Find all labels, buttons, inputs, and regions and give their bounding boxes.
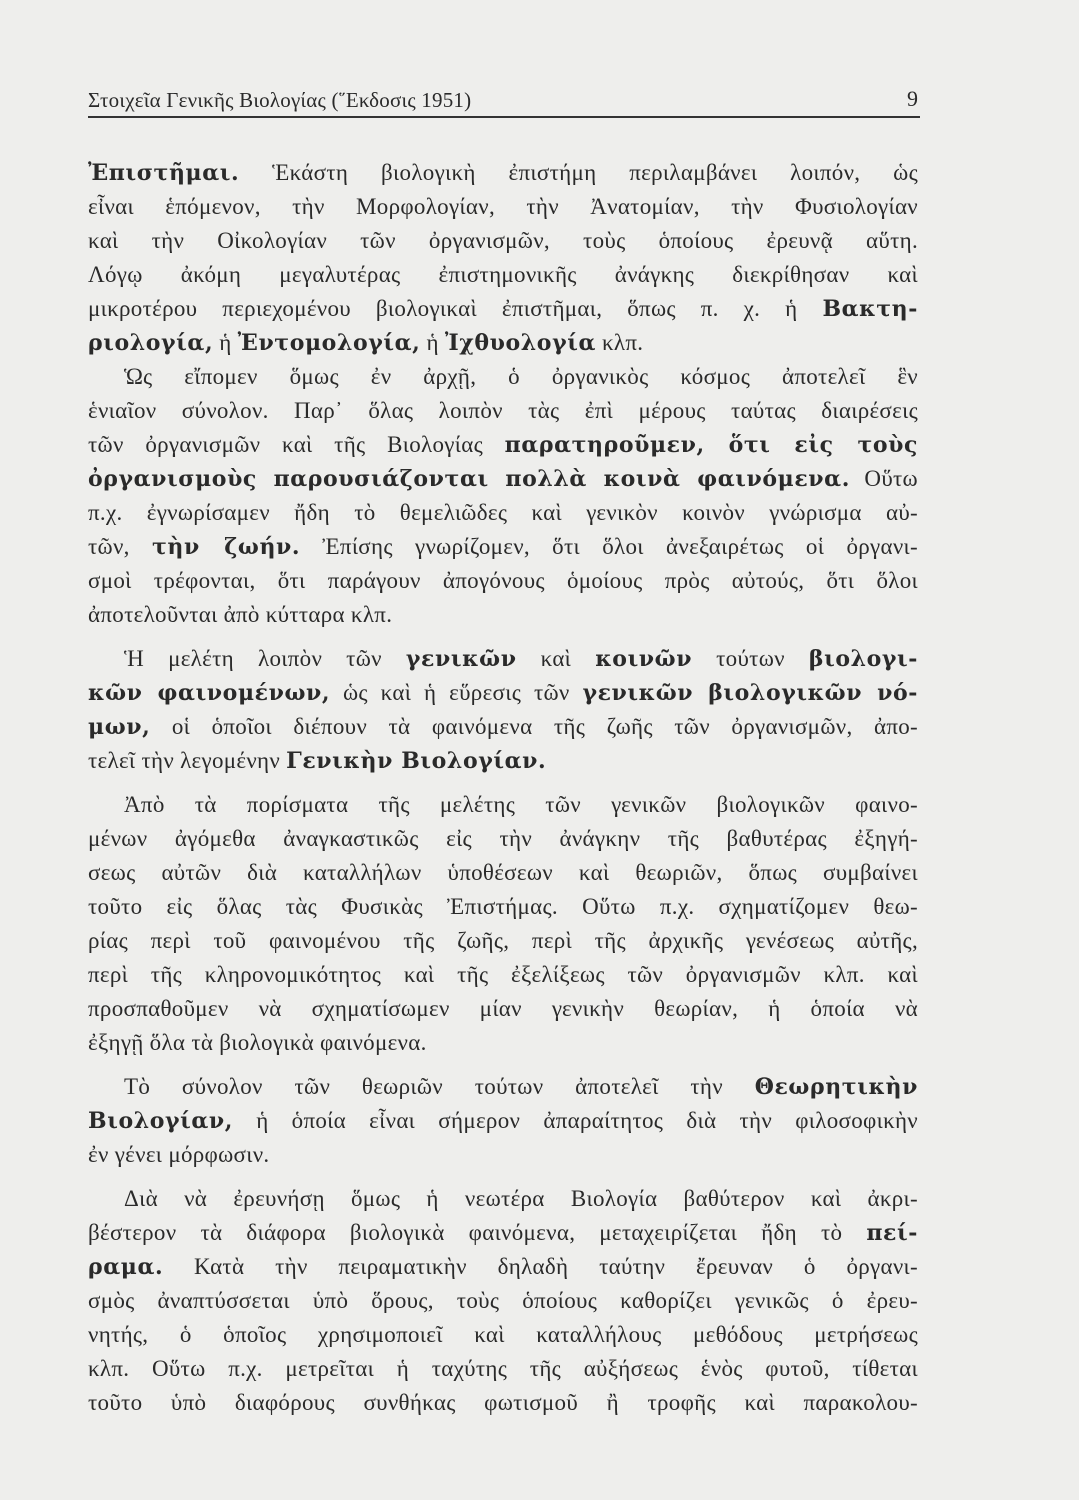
text: ἡ — [213, 330, 238, 355]
text: ἑνιαῖον σύνολον. Παρ᾽ ὅλας λοιπὸν τὰς ἐπὶ μέρους ταύτας διαιρέσεις — [88, 398, 918, 423]
text: Λόγῳ ἀκόμη μεγαλυτέρας ἐπιστημονικῆς ἀνάγκης διεκρίθησαν καὶ — [88, 262, 918, 287]
text: ρίας περὶ τοῦ φαινομένου τῆς ζωῆς, περὶ τῆς ἀρχικῆς γενέσεως αὐτῆς, — [88, 928, 918, 953]
text-line — [88, 224, 918, 258]
bold-text: Ἐπιστῆμαι. — [88, 160, 240, 186]
text: Ἑκάστη βιολογικὴ ἐπιστήμη περιλαμβάνει λοιπόν, ὡς — [239, 160, 918, 185]
text-line — [88, 496, 918, 530]
bold-text: παρατηροῦμεν, ὅτι εἰς τοὺς — [504, 432, 919, 458]
bold-text: βιολογι- — [808, 646, 919, 672]
page-body-text — [88, 156, 918, 1420]
text: νητής, ὁ ὁποῖος χρησιμοποιεῖ καὶ καταλλήλους μεθόδους μετρήσεως — [88, 1322, 918, 1347]
text-line — [88, 1352, 918, 1386]
text: ἐν γένει μόρφωσιν. — [88, 1142, 270, 1167]
text-line — [88, 856, 918, 890]
text: Κατὰ τὴν πειραματικὴν δηλαδὴ ταύτην ἔρευναν ὁ ὀργανι- — [163, 1254, 918, 1279]
bold-text: ὀργανισμοὺς παρουσιάζονται πολλὰ κοινὰ φαινόμενα. — [88, 466, 850, 492]
text-line — [88, 788, 918, 822]
text-line — [88, 1104, 918, 1138]
text: ἡ — [420, 330, 445, 355]
text: βέστερον τὰ διάφορα βιολογικὰ φαινόμενα, μεταχειρίζεται ἤδη τὸ — [88, 1220, 867, 1245]
text-line — [88, 1216, 918, 1250]
text: τῶν ὀργανισμῶν καὶ τῆς Βιολογίας — [88, 432, 505, 457]
text-line — [88, 744, 918, 778]
text-line — [88, 394, 918, 428]
text-line — [88, 710, 918, 744]
text-line — [88, 642, 918, 676]
text-line — [88, 360, 918, 394]
text-line — [88, 890, 918, 924]
text: Ὡς εἴπομεν ὅμως ἐν ἀρχῇ, ὁ ὀργανικὸς κόσμος ἀποτελεῖ ἓν — [124, 364, 918, 389]
text: τελεῖ τὴν λεγομένην — [88, 748, 287, 773]
text: σμοὶ τρέφονται, ὅτι παράγουν ἀπογόνους ὁμοίους πρὸς αὐτούς, ὅτι ὅλοι — [88, 568, 918, 593]
text: τοῦτο ὑπὸ διαφόρους συνθήκας φωτισμοῦ ἢ τροφῆς καὶ παρακολου- — [88, 1390, 918, 1415]
text: ἐξηγῇ ὅλα τὰ βιολογικὰ φαινόμενα. — [88, 1030, 427, 1055]
text: τοῦτο εἰς ὅλας τὰς Φυσικὰς Ἐπιστήμας. Οὕτω π.χ. σχηματίζομεν θεω- — [88, 894, 918, 919]
text-line — [88, 1182, 918, 1216]
text: τούτων — [692, 646, 809, 671]
text: προσπαθοῦμεν νὰ σχηματίσωμεν μίαν γενικὴν θεωρίαν, ἡ ὁποία νὰ — [88, 996, 918, 1021]
text-line — [88, 190, 918, 224]
bold-text: ραμα. — [88, 1254, 164, 1280]
text-line — [88, 1284, 918, 1318]
text-line — [88, 1026, 918, 1060]
bold-text: πεί- — [866, 1220, 918, 1246]
text: κλπ. — [595, 330, 644, 355]
bold-text: μων, — [88, 714, 151, 740]
text: σμὸς ἀναπτύσσεται ὑπὸ ὅρους, τοὺς ὁποίους καθορίζει γενικῶς ὁ ἐρευ- — [88, 1288, 918, 1313]
text: ὡς καὶ ἡ εὕρεσις τῶν — [330, 680, 583, 705]
bold-text: ριολογία, — [88, 330, 214, 356]
text-line — [88, 326, 918, 360]
text: οἱ ὁποῖοι διέπουν τὰ φαινόμενα τῆς ζωῆς τῶν ὀργανισμῶν, ἀπο- — [150, 714, 918, 739]
page-number: 9 — [907, 86, 918, 111]
bold-text: γενικῶν — [405, 646, 517, 672]
text: κλπ. Οὕτω π.χ. μετρεῖται ἡ ταχύτης τῆς αὐξήσεως ἑνὸς φυτοῦ, τίθεται — [88, 1356, 918, 1381]
text: μικροτέρου περιεχομένου βιολογικαὶ ἐπιστῆμαι, ὅπως π. χ. ἡ — [88, 296, 823, 321]
bold-text: κοινῶν — [595, 646, 693, 672]
text-line — [88, 564, 918, 598]
text-line — [88, 958, 918, 992]
text-line — [88, 156, 918, 190]
bold-text: τὴν ζωήν. — [151, 534, 301, 560]
text: Ἡ μελέτη λοιπὸν τῶν — [124, 646, 406, 671]
text: τῶν, — [88, 534, 152, 559]
text-line — [88, 1070, 918, 1104]
text: ἡ ὁποία εἶναι σήμερον ἀπαραίτητος διὰ τὴν φιλοσοφικὴν — [233, 1108, 918, 1133]
text: Διὰ νὰ ἐρευνήσῃ ὅμως ἡ νεωτέρα Βιολογία βαθύτερον καὶ ἀκρι- — [124, 1186, 918, 1211]
text-line — [88, 598, 918, 632]
text-line — [88, 1138, 918, 1172]
bold-text: Ἰχθυολογία — [444, 330, 596, 356]
text-line — [88, 292, 918, 326]
bold-text: Θεωρητικὴν — [754, 1074, 918, 1100]
text-line — [88, 462, 918, 496]
text: καὶ τὴν Οἰκολογίαν τῶν ὀργανισμῶν, τοὺς ὁποίους ἐρευνᾷ αὕτη. — [88, 228, 918, 253]
text: καὶ — [516, 646, 596, 671]
text-line — [88, 992, 918, 1026]
text-line — [88, 676, 918, 710]
running-header — [88, 86, 920, 118]
bold-text: Ἐντομολογία, — [237, 330, 421, 356]
bold-text: γενικῶν βιολογικῶν νό- — [582, 680, 918, 706]
bold-text: Γενικὴν Βιολογίαν. — [286, 748, 547, 774]
text-line — [88, 822, 918, 856]
bold-text: Βιολογίαν, — [88, 1108, 234, 1134]
text-line — [88, 428, 918, 462]
text-line — [88, 924, 918, 958]
bold-text: κῶν φαινομένων, — [88, 680, 331, 706]
text: Τὸ σύνολον τῶν θεωριῶν τούτων ἀποτελεῖ τὴν — [124, 1074, 755, 1099]
text: εἶναι ἑπόμενον, τὴν Μορφολογίαν, τὴν Ἀνατομίαν, τὴν Φυσιολογίαν — [88, 194, 918, 219]
text: π.χ. ἐγνωρίσαμεν ἤδη τὸ θεμελιῶδες καὶ γενικὸν κοινὸν γνώρισμα αὐ- — [88, 500, 918, 525]
text: μένων ἀγόμεθα ἀναγκαστικῶς εἰς τὴν ἀνάγκην τῆς βαθυτέρας ἐξηγή- — [88, 826, 918, 851]
text: Ἀπὸ τὰ πορίσματα τῆς μελέτης τῶν γενικῶν βιολογικῶν φαινο- — [124, 792, 918, 817]
text: σεως αὐτῶν διὰ καταλλήλων ὑποθέσεων καὶ θεωριῶν, ὅπως συμβαίνει — [88, 860, 918, 885]
text-line — [88, 1318, 918, 1352]
text-line — [88, 530, 918, 564]
text: περὶ τῆς κληρονομικότητος καὶ τῆς ἐξελίξεως τῶν ὀργανισμῶν κλπ. καὶ — [88, 962, 918, 987]
book-title: Στοιχεῖα Γενικῆς Βιολογίας (῞Εκδοσις 1951) — [88, 88, 472, 112]
text-line — [88, 258, 918, 292]
bold-text: Βακτη- — [822, 296, 918, 322]
text: Ἐπίσης γνωρίζομεν, ὅτι ὅλοι ἀνεξαιρέτως οἱ ὀργανι- — [300, 534, 918, 559]
text-line — [88, 1386, 918, 1420]
text: ἀποτελοῦνται ἀπὸ κύτταρα κλπ. — [88, 602, 393, 627]
text: Οὕτω — [849, 466, 918, 491]
text-line — [88, 1250, 918, 1284]
